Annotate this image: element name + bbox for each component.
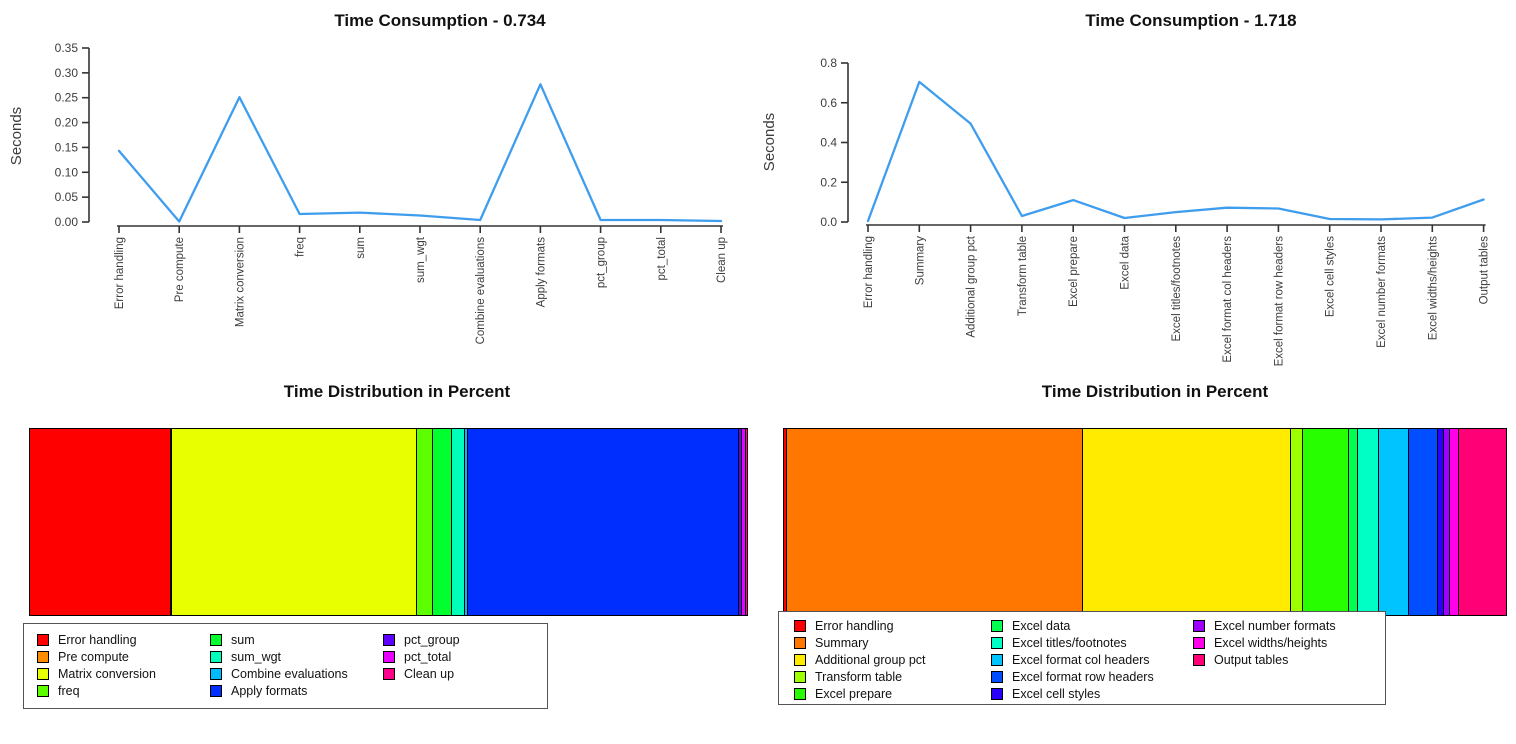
- legend-swatch: [210, 685, 222, 697]
- y-tick-label: 0.8: [820, 56, 837, 70]
- legend-swatch: [991, 654, 1003, 666]
- legend-item: [383, 665, 460, 682]
- y-tick-label: 0.00: [54, 215, 78, 229]
- legend-label: Clean up: [404, 666, 455, 681]
- x-tick-label: Summary: [914, 236, 927, 286]
- legend-swatch: [991, 671, 1003, 683]
- legend-swatch: [383, 651, 395, 663]
- legend-item: [1193, 617, 1336, 634]
- legend-item: [383, 648, 460, 665]
- bar-segment-excel-format-row-headers: [1408, 429, 1437, 615]
- x-tick-label: Excel widths/heights: [1427, 236, 1440, 341]
- x-tick-label: Excel format col headers: [1222, 235, 1235, 363]
- legend-item: [210, 665, 348, 682]
- legend-item: [1193, 651, 1336, 668]
- bar-chart-right-title: Time Distribution in Percent: [1041, 382, 1269, 401]
- y-tick-label: 0.35: [54, 41, 78, 55]
- legend-label: Pre compute: [58, 649, 129, 664]
- legend-item: [794, 669, 926, 686]
- legend-item: [210, 648, 348, 665]
- bar-segment-output-tables: [1458, 429, 1506, 615]
- x-tick-label: Excel titles/footnotes: [1170, 236, 1183, 342]
- legend-item: [210, 631, 348, 648]
- legend-label: Summary: [815, 635, 869, 650]
- x-tick-label: freq: [294, 237, 307, 257]
- data-line: [119, 84, 721, 221]
- legend-label: Matrix conversion: [58, 666, 156, 681]
- bar-segment-transform-table: [1290, 429, 1302, 615]
- x-tick-label: Additional group pct: [965, 236, 978, 338]
- bar-segment-excel-data: [1348, 429, 1357, 615]
- legend-swatch: [37, 668, 49, 680]
- legend-label: Excel cell styles: [1012, 687, 1101, 702]
- x-tick-label: Error handling: [114, 237, 126, 310]
- bar-segment-excel-titles-footnotes: [1357, 429, 1378, 615]
- x-tick-label: pct_group: [595, 237, 608, 289]
- bar-segment-freq: [416, 429, 432, 615]
- legend-swatch: [37, 651, 49, 663]
- bar-segment-clean-up: [745, 429, 747, 615]
- x-tick-label: Excel data: [1119, 236, 1132, 290]
- bar-segment-excel-format-col-headers: [1378, 429, 1408, 615]
- bar-segment-matrix-conversion: [171, 429, 416, 615]
- legend-item: [794, 686, 926, 703]
- legend-label: Excel titles/footnotes: [1012, 635, 1127, 650]
- legend-label: Additional group pct: [815, 652, 926, 667]
- y-tick-label: 0.20: [54, 115, 78, 130]
- legend-swatch: [37, 634, 49, 646]
- line-chart-left-title: Time Consumption - 0.734: [334, 11, 546, 30]
- legend-swatch: [383, 668, 395, 680]
- x-tick-label: Excel number formats: [1376, 236, 1388, 348]
- x-tick-label: Combine evaluations: [475, 237, 488, 345]
- legend-swatch: [794, 654, 806, 666]
- bar-segment-summary: [786, 429, 1082, 615]
- stacked-bar-left: [29, 428, 748, 616]
- legend-label: Output tables: [1214, 652, 1289, 667]
- legend-swatch: [210, 668, 222, 680]
- legend-swatch: [991, 688, 1003, 700]
- x-tick-label: Excel format row headers: [1273, 236, 1286, 367]
- legend-label: sum: [231, 632, 255, 647]
- legend-label: Error handling: [815, 618, 894, 633]
- bar-segment-apply-formats: [467, 429, 738, 615]
- legend-label: sum_wgt: [231, 649, 282, 664]
- legend-label: freq: [58, 684, 80, 699]
- legend-label: Excel format col headers: [1012, 652, 1150, 667]
- legend-swatch: [991, 637, 1003, 649]
- legend-label: Excel prepare: [815, 687, 893, 702]
- legend-swatch: [794, 671, 806, 683]
- legend-item: [794, 651, 926, 668]
- y-tick-label: 0.6: [820, 95, 837, 110]
- x-tick-label: Clean up: [716, 237, 728, 284]
- data-line: [868, 82, 1484, 221]
- x-tick-label: Excel prepare: [1068, 236, 1081, 307]
- x-tick-label: Matrix conversion: [234, 237, 247, 328]
- stacked-bar-right: [783, 428, 1507, 616]
- x-tick-label: sum_wgt: [415, 237, 427, 284]
- legend-label: Apply formats: [231, 684, 308, 699]
- legend-label: Excel format row headers: [1012, 670, 1154, 685]
- legend-swatch: [1193, 620, 1205, 632]
- y-tick-label: 0.25: [54, 90, 78, 105]
- y-axis-label-left: Seconds: [8, 106, 25, 166]
- line-chart-right-title: Time Consumption - 1.718: [1085, 11, 1297, 30]
- x-tick-label: Excel cell styles: [1324, 236, 1337, 318]
- x-tick-label: Pre compute: [174, 237, 187, 303]
- legend-label: Excel widths/heights: [1214, 635, 1328, 650]
- bar-segment-error-handling: [30, 429, 170, 615]
- legend-label: Combine evaluations: [231, 666, 348, 681]
- legend-column: [383, 631, 460, 683]
- legend-column: [794, 617, 926, 703]
- legend-swatch: [991, 620, 1003, 632]
- legend-label: Excel data: [1012, 618, 1071, 633]
- legend-item: [991, 686, 1154, 703]
- line-chart-left: [0, 0, 758, 380]
- legend-column: [210, 631, 348, 700]
- legend-item: [1193, 634, 1336, 651]
- legend-item: [991, 669, 1154, 686]
- legend-column: [991, 617, 1154, 703]
- legend-swatch: [1193, 637, 1205, 649]
- y-tick-label: 0.15: [54, 140, 78, 155]
- legend-swatch: [794, 688, 806, 700]
- legend-label: pct_group: [404, 632, 460, 647]
- y-tick-label: 0.2: [820, 175, 837, 190]
- legend-label: pct_total: [404, 649, 452, 664]
- x-tick-label: Error handling: [863, 236, 875, 309]
- legend-column: [37, 631, 156, 700]
- legend-label: Error handling: [58, 632, 137, 647]
- bar-segment-sum-wgt: [451, 429, 464, 615]
- legend-swatch: [794, 620, 806, 632]
- legend-swatch: [1193, 654, 1205, 666]
- legend-swatch: [210, 651, 222, 663]
- legend-swatch: [794, 637, 806, 649]
- legend-column: [1193, 617, 1336, 669]
- legend-item: [991, 617, 1154, 634]
- y-tick-label: 0.4: [820, 135, 837, 150]
- legend-item: [37, 631, 156, 648]
- legend-item: [37, 683, 156, 700]
- bar-chart-left-title: Time Distribution in Percent: [283, 382, 511, 401]
- legend-item: [991, 634, 1154, 651]
- y-tick-label: 0.0: [820, 215, 837, 229]
- y-tick-label: 0.30: [54, 65, 78, 80]
- y-tick-label: 0.05: [54, 190, 78, 205]
- legend-item: [37, 665, 156, 682]
- bar-segment-additional-group-pct: [1082, 429, 1290, 615]
- legend-left: [23, 623, 548, 709]
- bar-segment-excel-widths-heights: [1449, 429, 1458, 615]
- y-tick-label: 0.10: [54, 165, 78, 180]
- legend-item: [991, 651, 1154, 668]
- bar-segment-excel-prepare: [1302, 429, 1348, 615]
- x-tick-label: Transform table: [1016, 236, 1029, 317]
- legend-label: Transform table: [815, 670, 903, 685]
- x-tick-label: Output tables: [1478, 236, 1491, 305]
- legend-swatch: [383, 634, 395, 646]
- legend-label: Excel number formats: [1214, 618, 1336, 633]
- line-chart-right: [758, 0, 1516, 380]
- x-tick-label: sum: [354, 237, 367, 259]
- legend-swatch: [37, 685, 49, 697]
- legend-item: [210, 683, 348, 700]
- legend-swatch: [210, 634, 222, 646]
- legend-item: [383, 631, 460, 648]
- x-tick-label: pct_total: [655, 237, 668, 281]
- y-axis-label-right: Seconds: [761, 112, 778, 172]
- x-tick-label: Apply formats: [535, 237, 548, 308]
- bar-segment-sum: [432, 429, 451, 615]
- legend-item: [794, 617, 926, 634]
- legend-right: [778, 611, 1386, 705]
- legend-item: [794, 634, 926, 651]
- legend-item: [37, 648, 156, 665]
